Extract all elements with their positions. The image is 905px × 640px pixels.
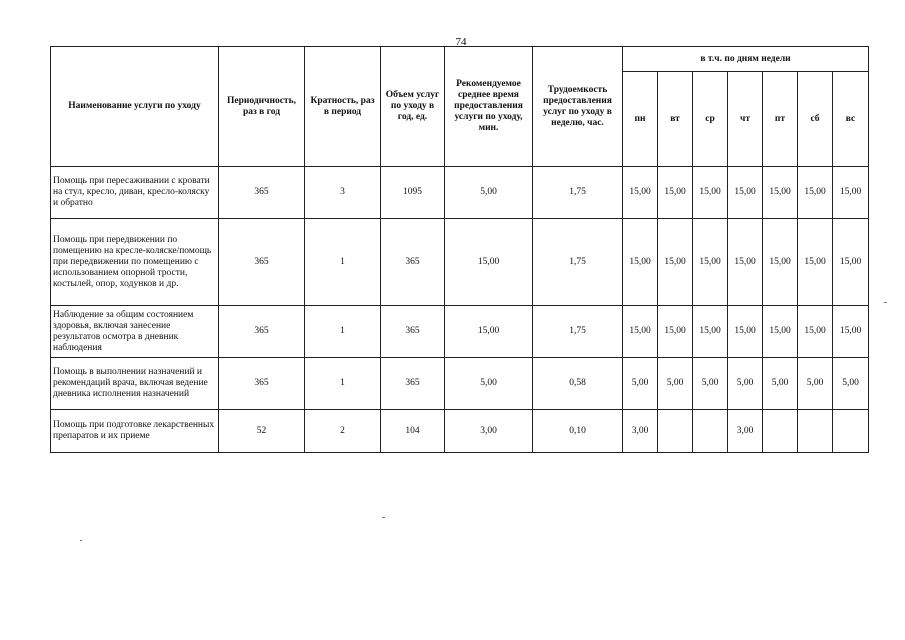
header-day-fri: пт bbox=[763, 72, 798, 167]
labor-cell: 0,10 bbox=[533, 410, 623, 453]
page-number: 74 bbox=[455, 36, 467, 48]
time-cell: 5,00 bbox=[445, 167, 533, 219]
multiplicity-cell: 2 bbox=[305, 410, 381, 453]
day-cell-tue bbox=[658, 410, 693, 453]
service-name-cell: Помощь при передвижении по помещению на кресле-коляске/помощь при передвижении по помещению с использованием опорной трости, костылей, опор, ходунков и др. bbox=[51, 219, 219, 306]
multiplicity-cell: 1 bbox=[305, 358, 381, 410]
day-cell-thu: 3,00 bbox=[728, 410, 763, 453]
time-cell: 5,00 bbox=[445, 358, 533, 410]
table-row bbox=[51, 358, 869, 410]
periodicity-cell: 52 bbox=[219, 410, 305, 453]
scan-speck bbox=[80, 540, 82, 541]
header-row-top bbox=[51, 47, 869, 72]
service-name-cell: Помощь при подготовке лекарственных препаратов и их приеме bbox=[51, 410, 219, 453]
labor-cell: 1,75 bbox=[533, 219, 623, 306]
volume-cell: 104 bbox=[381, 410, 445, 453]
labor-cell: 1,75 bbox=[533, 306, 623, 358]
header-periodicity: Периодичность, раз в год bbox=[219, 47, 305, 167]
day-cell-fri: 15,00 bbox=[763, 167, 798, 219]
day-cell-wed: 5,00 bbox=[693, 358, 728, 410]
header-day-thu: чт bbox=[728, 72, 763, 167]
labor-cell: 1,75 bbox=[533, 167, 623, 219]
time-cell: 15,00 bbox=[445, 219, 533, 306]
header-day-mon: пн bbox=[623, 72, 658, 167]
service-name-cell: Помощь при пересаживании с кровати на стул, кресло, диван, кресло-коляску и обратно bbox=[51, 167, 219, 219]
day-cell-sun: 15,00 bbox=[833, 167, 869, 219]
day-cell-sun: 5,00 bbox=[833, 358, 869, 410]
day-cell-thu: 5,00 bbox=[728, 358, 763, 410]
day-cell-mon: 15,00 bbox=[623, 219, 658, 306]
day-cell-sat: 5,00 bbox=[798, 358, 833, 410]
periodicity-cell: 365 bbox=[219, 219, 305, 306]
day-cell-fri: 15,00 bbox=[763, 219, 798, 306]
header-day-sun: вс bbox=[833, 72, 869, 167]
day-cell-wed: 15,00 bbox=[693, 219, 728, 306]
volume-cell: 365 bbox=[381, 219, 445, 306]
labor-cell: 0,58 bbox=[533, 358, 623, 410]
multiplicity-cell: 1 bbox=[305, 306, 381, 358]
day-cell-thu: 15,00 bbox=[728, 167, 763, 219]
day-cell-mon: 15,00 bbox=[623, 167, 658, 219]
multiplicity-cell: 3 bbox=[305, 167, 381, 219]
header-day-tue: вт bbox=[658, 72, 693, 167]
header-day-sat: сб bbox=[798, 72, 833, 167]
day-cell-fri: 15,00 bbox=[763, 306, 798, 358]
day-cell-mon: 3,00 bbox=[623, 410, 658, 453]
time-cell: 3,00 bbox=[445, 410, 533, 453]
day-cell-tue: 5,00 bbox=[658, 358, 693, 410]
day-cell-tue: 15,00 bbox=[658, 219, 693, 306]
day-cell-thu: 15,00 bbox=[728, 219, 763, 306]
periodicity-cell: 365 bbox=[219, 358, 305, 410]
table-row bbox=[51, 167, 869, 219]
day-cell-mon: 15,00 bbox=[623, 306, 658, 358]
day-cell-fri bbox=[763, 410, 798, 453]
day-cell-sun: 15,00 bbox=[833, 306, 869, 358]
day-cell-wed: 15,00 bbox=[693, 306, 728, 358]
multiplicity-cell: 1 bbox=[305, 219, 381, 306]
table-row bbox=[51, 306, 869, 358]
header-service-name: Наименование услуги по уходу bbox=[51, 47, 219, 167]
header-day-wed: ср bbox=[693, 72, 728, 167]
day-cell-sun bbox=[833, 410, 869, 453]
day-cell-fri: 5,00 bbox=[763, 358, 798, 410]
day-cell-sun: 15,00 bbox=[833, 219, 869, 306]
scan-speck bbox=[382, 517, 385, 518]
header-recommended-time: Рекомендуемое среднее время предоставления услуги по уходу, мин. bbox=[445, 47, 533, 167]
day-cell-wed: 15,00 bbox=[693, 167, 728, 219]
volume-cell: 1095 bbox=[381, 167, 445, 219]
day-cell-sat: 15,00 bbox=[798, 219, 833, 306]
table-row bbox=[51, 410, 869, 453]
periodicity-cell: 365 bbox=[219, 306, 305, 358]
day-cell-wed bbox=[693, 410, 728, 453]
day-cell-mon: 5,00 bbox=[623, 358, 658, 410]
day-cell-sat bbox=[798, 410, 833, 453]
service-name-cell: Помощь в выполнении назначений и рекомендаций врача, включая ведение дневника исполнения назначений bbox=[51, 358, 219, 410]
time-cell: 15,00 bbox=[445, 306, 533, 358]
day-cell-thu: 15,00 bbox=[728, 306, 763, 358]
header-days-group: в т.ч. по дням недели bbox=[623, 47, 869, 72]
care-services-table bbox=[50, 46, 869, 453]
day-cell-sat: 15,00 bbox=[798, 167, 833, 219]
service-name-cell: Наблюдение за общим состоянием здоровья, включая занесение результатов осмотра в дневник наблюдения bbox=[51, 306, 219, 358]
table-row bbox=[51, 219, 869, 306]
header-labor-intensity: Трудоемкость предоставления услуг по уходу в неделю, час. bbox=[533, 47, 623, 167]
scan-speck bbox=[884, 302, 887, 303]
periodicity-cell: 365 bbox=[219, 167, 305, 219]
day-cell-sat: 15,00 bbox=[798, 306, 833, 358]
day-cell-tue: 15,00 bbox=[658, 167, 693, 219]
header-multiplicity: Кратность, раз в период bbox=[305, 47, 381, 167]
header-volume: Объем услуг по уходу в год, ед. bbox=[381, 47, 445, 167]
day-cell-tue: 15,00 bbox=[658, 306, 693, 358]
volume-cell: 365 bbox=[381, 358, 445, 410]
volume-cell: 365 bbox=[381, 306, 445, 358]
